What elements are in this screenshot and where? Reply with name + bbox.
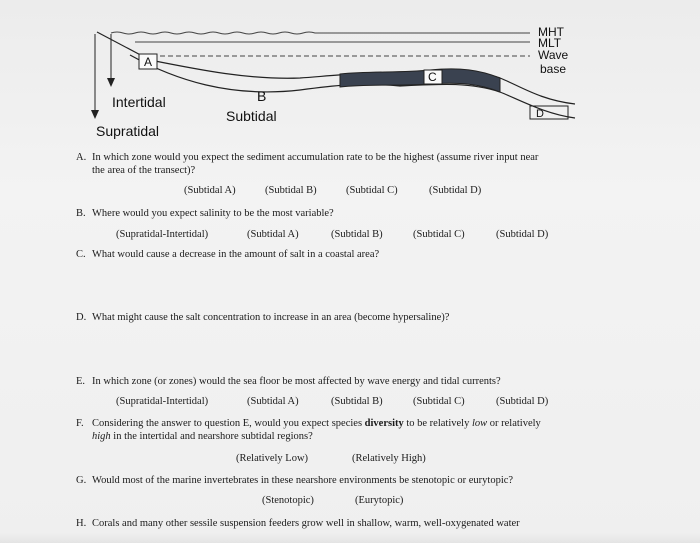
question-b	[76, 207, 636, 220]
option-f-2[interactable]: (Relatively High)	[352, 453, 426, 464]
intertidal-label: Intertidal	[112, 94, 166, 110]
supratidal-label: Supratidal	[96, 123, 160, 139]
zone-d-label: D	[536, 108, 544, 120]
question-f	[76, 417, 656, 443]
option-f-1[interactable]: (Relatively Low)	[236, 453, 309, 464]
question-a-line1: In which zone would you expect the sediment accumulation rate to be the highest (assume river input near	[92, 152, 539, 163]
question-f-low: low	[471, 418, 488, 429]
option-b-1[interactable]: (Supratidal-Intertidal)	[116, 229, 209, 240]
coastal-zone-diagram	[0, 0, 700, 150]
question-d-line1: What might cause the salt concentration to increase in an area (become hypersaline)?	[92, 312, 450, 323]
question-f-line1-b: to be relatively	[403, 418, 472, 429]
mht-line	[111, 32, 530, 34]
option-e-3[interactable]: (Subtidal B)	[331, 396, 383, 407]
mht-label: MHT	[538, 25, 564, 39]
question-f-bold: diversity	[364, 418, 404, 429]
question-h-line1: Corals and many other sessile suspension feeders grow well in shallow, warm, well-oxygenated water	[92, 518, 520, 529]
option-b-3[interactable]: (Subtidal B)	[331, 229, 383, 240]
option-g-1[interactable]: (Stenotopic)	[262, 495, 314, 506]
zone-c-fill	[340, 69, 500, 92]
arrow-head-right	[107, 78, 115, 87]
option-b-5[interactable]: (Subtidal D)	[496, 229, 549, 240]
option-b-2[interactable]: (Subtidal A)	[247, 229, 299, 240]
question-d	[76, 311, 636, 324]
option-a-3[interactable]: (Subtidal C)	[346, 185, 398, 196]
question-a-line2: the area of the transect)?	[92, 165, 196, 176]
question-g-letter: G.	[76, 475, 87, 486]
subtidal-label: Subtidal	[226, 108, 277, 124]
question-c	[76, 248, 636, 261]
question-a	[76, 151, 636, 177]
question-a-letter: A.	[76, 152, 87, 163]
mlt-label: MLT	[538, 36, 562, 50]
zone-b-label: B	[257, 88, 267, 104]
question-c-line1: What would cause a decrease in the amount of salt in a coastal area?	[92, 249, 380, 260]
question-b-letter: B.	[76, 208, 86, 219]
question-b-line1: Where would you expect salinity to be the most variable?	[92, 208, 334, 219]
option-e-4[interactable]: (Subtidal C)	[413, 396, 465, 407]
option-e-5[interactable]: (Subtidal D)	[496, 396, 549, 407]
option-e-2[interactable]: (Subtidal A)	[247, 396, 299, 407]
page-bottom-edge	[0, 533, 700, 543]
question-f-letter: F.	[76, 418, 84, 429]
option-g-2[interactable]: (Eurytopic)	[355, 495, 404, 506]
arrow-head-left	[91, 110, 99, 119]
question-g-line1: Would most of the marine invertebrates in these nearshore environments be stenotopic or eurytopic?	[92, 475, 514, 486]
zone-a-label: A	[144, 55, 153, 69]
wave-label: Wave	[538, 48, 569, 62]
zone-c-label: C	[428, 70, 437, 84]
option-a-4[interactable]: (Subtidal D)	[429, 185, 482, 196]
question-h	[76, 517, 676, 530]
question-f-line1-c: or relatively	[487, 418, 541, 429]
option-a-1[interactable]: (Subtidal A)	[184, 185, 236, 196]
question-h-letter: H.	[76, 518, 87, 529]
question-e-line1: In which zone (or zones) would the sea floor be most affected by wave energy and tidal currents?	[92, 376, 501, 387]
question-e-letter: E.	[76, 376, 86, 387]
option-a-2[interactable]: (Subtidal B)	[265, 185, 317, 196]
question-g	[76, 474, 656, 487]
question-e	[76, 375, 636, 388]
question-f-high: high	[92, 431, 111, 442]
question-c-letter: C.	[76, 249, 86, 260]
question-d-letter: D.	[76, 312, 87, 323]
option-e-1[interactable]: (Supratidal-Intertidal)	[116, 396, 209, 407]
base-label: base	[540, 62, 567, 76]
option-b-4[interactable]: (Subtidal C)	[413, 229, 465, 240]
question-f-line1-a: Considering the answer to question E, would you expect species	[92, 418, 365, 429]
question-f-line2-rest: in the intertidal and nearshore subtidal regions?	[110, 431, 313, 442]
